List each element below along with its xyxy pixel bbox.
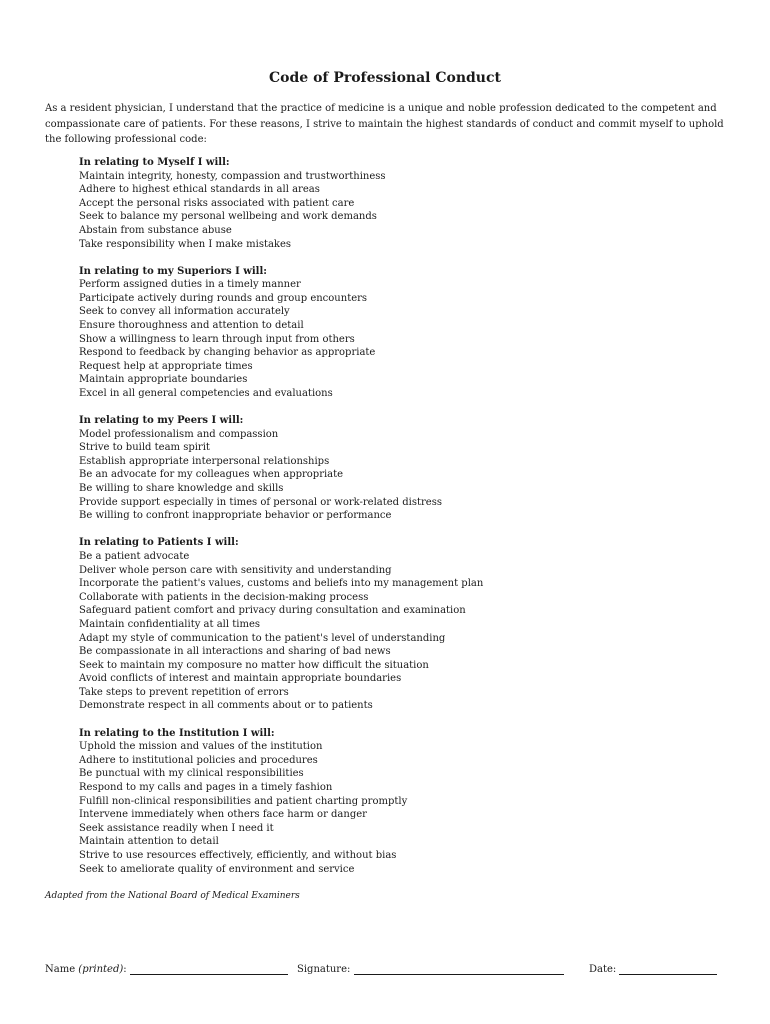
name-field[interactable] xyxy=(45,963,288,975)
list-item: Request help at appropriate times xyxy=(79,360,253,372)
section-list xyxy=(79,550,739,713)
name-line[interactable] xyxy=(130,963,288,975)
list-item: Take steps to prevent repetition of errors xyxy=(79,686,289,698)
list-item: Perform assigned duties in a timely manner xyxy=(79,279,301,291)
conduct-section xyxy=(79,156,739,251)
date-line[interactable] xyxy=(619,963,717,975)
section-heading: In relating to my Superiors I will: xyxy=(79,265,267,277)
list-item: Provide support especially in times of personal or work-related distress xyxy=(79,496,442,508)
conduct-section xyxy=(79,727,739,877)
list-item: Respond to my calls and pages in a timely fashion xyxy=(79,781,333,793)
list-item: Strive to build team spirit xyxy=(79,442,210,454)
list-item: Abstain from substance abuse xyxy=(79,224,232,236)
name-label: Name (printed): xyxy=(45,964,127,975)
intro-paragraph: As a resident physician, I understand that the practice of medicine is a unique and noble profession dedicated to the competent and compassionate care of patients. For these reasons, I strive to maintain the highest standards of conduct and commit myself to uphold the following professional code: xyxy=(45,103,724,145)
list-item: Take responsibility when I make mistakes xyxy=(79,238,292,250)
list-item: Accept the personal risks associated with patient care xyxy=(79,197,355,209)
conduct-section xyxy=(79,265,739,401)
list-item: Be compassionate in all interactions and sharing of bad news xyxy=(79,646,391,658)
signature-label: Signature: xyxy=(297,964,351,975)
list-item: Be a patient advocate xyxy=(79,550,190,562)
list-item: Strive to use resources effectively, efficiently, and without bias xyxy=(79,849,397,861)
list-item: Fulfill non-clinical responsibilities and patient charting promptly xyxy=(79,795,408,807)
page-title: Code of Professional Conduct xyxy=(269,70,501,86)
list-item: Avoid conflicts of interest and maintain appropriate boundaries xyxy=(79,673,402,685)
list-item: Intervene immediately when others face harm or danger xyxy=(79,809,367,821)
section-heading: In relating to the Institution I will: xyxy=(79,727,275,739)
list-item: Establish appropriate interpersonal relationships xyxy=(79,455,330,467)
list-item: Be an advocate for my colleagues when appropriate xyxy=(79,469,344,481)
list-item: Seek to maintain my composure no matter how difficult the situation xyxy=(79,659,429,671)
signature-field[interactable] xyxy=(297,963,564,975)
list-item: Be willing to confront inappropriate behavior or performance xyxy=(79,510,392,522)
list-item: Maintain confidentiality at all times xyxy=(79,618,260,630)
list-item: Ensure thoroughness and attention to detail xyxy=(79,320,304,332)
list-item: Seek assistance readily when I need it xyxy=(79,822,274,834)
list-item: Adhere to institutional policies and procedures xyxy=(79,754,318,766)
list-item: Maintain appropriate boundaries xyxy=(79,374,248,386)
list-item: Adhere to highest ethical standards in all areas xyxy=(79,184,320,196)
list-item: Maintain attention to detail xyxy=(79,836,219,848)
section-heading: In relating to my Peers I will: xyxy=(79,415,244,427)
list-item: Excel in all general competencies and evaluations xyxy=(79,388,333,399)
section-list xyxy=(79,278,739,400)
list-item: Collaborate with patients in the decision-making process xyxy=(79,591,369,603)
list-item: Safeguard patient comfort and privacy during consultation and examination xyxy=(79,605,466,617)
section-heading: In relating to Patients I will: xyxy=(79,537,239,549)
list-item: Respond to feedback by changing behavior as appropriate xyxy=(79,347,376,359)
list-item: Incorporate the patient's values, customs and beliefs into my management plan xyxy=(79,578,484,590)
list-item: Deliver whole person care with sensitivity and understanding xyxy=(79,564,392,576)
list-item: Model professionalism and compassion xyxy=(79,428,279,440)
list-item: Seek to convey all information accurately xyxy=(79,306,290,318)
date-field[interactable] xyxy=(589,963,717,975)
list-item: Uphold the mission and values of the institution xyxy=(79,741,323,753)
list-item: Seek to balance my personal wellbeing and work demands xyxy=(79,211,377,223)
list-item: Show a willingness to learn through input from others xyxy=(79,333,355,345)
list-item: Be willing to share knowledge and skills xyxy=(79,483,284,495)
section-list xyxy=(79,428,739,523)
list-item: Adapt my style of communication to the patient's level of understanding xyxy=(79,632,446,644)
section-list xyxy=(79,740,739,876)
list-item: Participate actively during rounds and group encounters xyxy=(79,292,368,304)
section-list xyxy=(79,170,739,252)
list-item: Maintain integrity, honesty, compassion and trustworthiness xyxy=(79,170,386,182)
conduct-section xyxy=(79,536,739,713)
date-label: Date: xyxy=(589,964,617,975)
conduct-section xyxy=(79,414,739,523)
list-item: Demonstrate respect in all comments about or to patients xyxy=(79,700,373,712)
list-item: Seek to ameliorate quality of environment and service xyxy=(79,863,355,875)
list-item: Be punctual with my clinical responsibilities xyxy=(79,768,304,780)
signature-line[interactable] xyxy=(354,963,564,975)
attribution-note: Adapted from the National Board of Medical Examiners xyxy=(45,891,300,901)
conduct-sections xyxy=(79,156,739,890)
section-heading: In relating to Myself I will: xyxy=(79,157,230,168)
